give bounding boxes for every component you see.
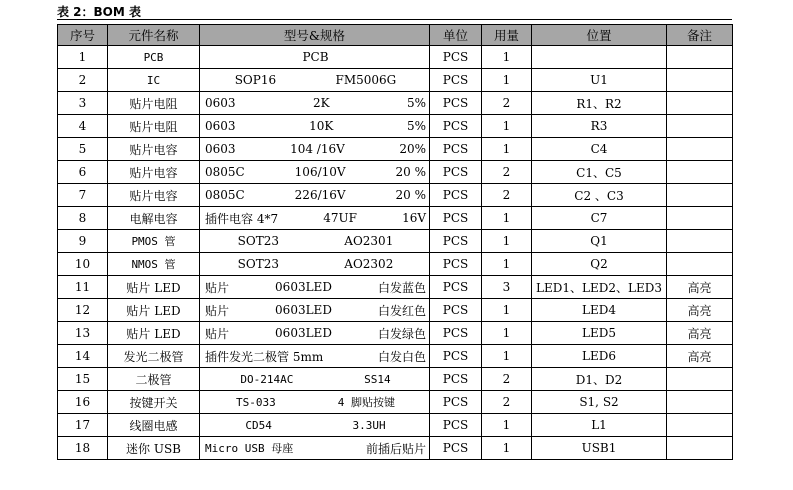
table-row bbox=[58, 368, 733, 391]
spec-part: 20 % bbox=[395, 165, 426, 179]
cell-spec bbox=[200, 184, 430, 207]
spec-part: CD54 bbox=[245, 418, 272, 432]
cell-note bbox=[667, 138, 733, 161]
cell-no: 9 bbox=[58, 230, 108, 253]
table-row bbox=[58, 161, 733, 184]
cell-name: 贴片 LED bbox=[108, 299, 200, 322]
spec-part: DO-214AC bbox=[240, 372, 294, 386]
cell-no: 14 bbox=[58, 345, 108, 368]
table-body bbox=[58, 46, 733, 460]
cell-unit: PCS bbox=[430, 184, 482, 207]
header-no: 序号 bbox=[58, 25, 108, 46]
table-row bbox=[58, 414, 733, 437]
spec-part: TS-033 bbox=[236, 395, 276, 409]
cell-spec bbox=[200, 437, 430, 460]
cell-qty: 2 bbox=[482, 184, 532, 207]
cell-position: R1、R2 bbox=[532, 92, 667, 115]
spec-parts bbox=[202, 325, 429, 342]
spec-part: SOP16 bbox=[234, 73, 277, 87]
cell-position: C2 、C3 bbox=[532, 184, 667, 207]
cell-unit: PCS bbox=[430, 437, 482, 460]
cell-no: 2 bbox=[58, 69, 108, 92]
title-rule bbox=[57, 19, 732, 20]
cell-spec bbox=[200, 391, 430, 414]
cell-qty: 1 bbox=[482, 115, 532, 138]
cell-spec bbox=[200, 207, 430, 230]
cell-spec bbox=[200, 69, 430, 92]
cell-note bbox=[667, 115, 733, 138]
header-row bbox=[58, 25, 733, 46]
spec-part: 5% bbox=[406, 119, 426, 133]
cell-spec bbox=[200, 46, 430, 69]
table-title: 表 2：BOM 表 bbox=[57, 5, 141, 19]
spec-part: AO2301 bbox=[344, 234, 394, 248]
spec-part: 贴片 bbox=[205, 303, 230, 318]
table-row bbox=[58, 345, 733, 368]
cell-name: IC bbox=[108, 69, 200, 92]
cell-note bbox=[667, 46, 733, 69]
cell-spec bbox=[200, 322, 430, 345]
spec-part: 前插后贴片 bbox=[365, 441, 426, 456]
cell-unit: PCS bbox=[430, 69, 482, 92]
spec-part: 白发蓝色 bbox=[377, 280, 426, 295]
spec-parts bbox=[202, 142, 429, 156]
cell-qty: 1 bbox=[482, 322, 532, 345]
table-row bbox=[58, 437, 733, 460]
cell-qty: 1 bbox=[482, 230, 532, 253]
cell-qty: 2 bbox=[482, 161, 532, 184]
spec-part: 0603LED bbox=[275, 326, 332, 340]
cell-unit: PCS bbox=[430, 299, 482, 322]
cell-position: LED1、LED2、LED3 bbox=[532, 276, 667, 299]
cell-note bbox=[667, 207, 733, 230]
cell-note bbox=[667, 368, 733, 391]
cell-name: 贴片 LED bbox=[108, 322, 200, 345]
cell-note bbox=[667, 391, 733, 414]
cell-qty: 1 bbox=[482, 299, 532, 322]
cell-position: S1, S2 bbox=[532, 391, 667, 414]
cell-unit: PCS bbox=[430, 322, 482, 345]
cell-unit: PCS bbox=[430, 230, 482, 253]
spec-part: 白发红色 bbox=[377, 303, 426, 318]
cell-position: R3 bbox=[532, 115, 667, 138]
cell-name: 线圈电感 bbox=[108, 414, 200, 437]
cell-no: 5 bbox=[58, 138, 108, 161]
spec-part: 0805C bbox=[205, 165, 245, 179]
cell-position: USB1 bbox=[532, 437, 667, 460]
spec-part: 白发绿色 bbox=[377, 326, 426, 341]
spec-part: 3.3UH bbox=[352, 418, 386, 432]
cell-qty: 2 bbox=[482, 92, 532, 115]
cell-note: 高亮 bbox=[667, 322, 733, 345]
cell-qty: 1 bbox=[482, 207, 532, 230]
cell-qty: 1 bbox=[482, 46, 532, 69]
table-row bbox=[58, 230, 733, 253]
cell-spec bbox=[200, 276, 430, 299]
spec-part: SOT23 bbox=[237, 257, 279, 271]
cell-spec bbox=[200, 414, 430, 437]
cell-note bbox=[667, 230, 733, 253]
cell-qty: 1 bbox=[482, 69, 532, 92]
spec-parts bbox=[202, 440, 429, 457]
spec-part: 20% bbox=[399, 142, 426, 156]
cell-no: 16 bbox=[58, 391, 108, 414]
spec-part: 0603 bbox=[205, 142, 236, 156]
cell-note: 高亮 bbox=[667, 276, 733, 299]
spec-part: 5% bbox=[406, 96, 426, 110]
spec-parts bbox=[202, 188, 429, 202]
spec-parts bbox=[202, 165, 429, 179]
spec-part: 0603LED bbox=[275, 280, 332, 294]
spec-part: 104 /16V bbox=[290, 142, 345, 156]
cell-qty: 2 bbox=[482, 368, 532, 391]
header-name: 元件名称 bbox=[108, 25, 200, 46]
cell-position: U1 bbox=[532, 69, 667, 92]
cell-name: 电解电容 bbox=[108, 207, 200, 230]
cell-unit: PCS bbox=[430, 207, 482, 230]
header-unit: 单位 bbox=[430, 25, 482, 46]
spec-part: 贴片 bbox=[205, 280, 230, 295]
cell-no: 7 bbox=[58, 184, 108, 207]
spec-part: 20 % bbox=[395, 188, 426, 202]
cell-name: 贴片 LED bbox=[108, 276, 200, 299]
table-row bbox=[58, 184, 733, 207]
spec-part: 白发白色 bbox=[377, 349, 426, 364]
cell-unit: PCS bbox=[430, 92, 482, 115]
cell-no: 4 bbox=[58, 115, 108, 138]
spec-part: 插件发光二极管 5mm bbox=[205, 349, 324, 364]
cell-position: Q1 bbox=[532, 230, 667, 253]
cell-spec bbox=[200, 230, 430, 253]
cell-unit: PCS bbox=[430, 46, 482, 69]
spec-part: 2K bbox=[312, 96, 330, 110]
cell-unit: PCS bbox=[430, 115, 482, 138]
cell-no: 11 bbox=[58, 276, 108, 299]
spec-part: 106/10V bbox=[294, 165, 346, 179]
cell-name: 贴片电阻 bbox=[108, 92, 200, 115]
cell-name: NMOS 管 bbox=[108, 253, 200, 276]
table-row bbox=[58, 46, 733, 69]
spec-part: 10K bbox=[309, 119, 334, 133]
cell-name: 贴片电容 bbox=[108, 138, 200, 161]
header-note: 备注 bbox=[667, 25, 733, 46]
header-qty: 用量 bbox=[482, 25, 532, 46]
cell-note bbox=[667, 92, 733, 115]
cell-unit: PCS bbox=[430, 368, 482, 391]
cell-unit: PCS bbox=[430, 345, 482, 368]
spec-part: 47UF bbox=[323, 211, 357, 225]
cell-qty: 1 bbox=[482, 345, 532, 368]
cell-name: PCB bbox=[108, 46, 200, 69]
cell-spec bbox=[200, 253, 430, 276]
cell-name: 按键开关 bbox=[108, 391, 200, 414]
spec-part: 0805C bbox=[205, 188, 245, 202]
cell-qty: 1 bbox=[482, 437, 532, 460]
cell-spec bbox=[200, 138, 430, 161]
cell-position: Q2 bbox=[532, 253, 667, 276]
cell-spec bbox=[200, 161, 430, 184]
spec-parts bbox=[202, 73, 429, 87]
cell-spec bbox=[200, 115, 430, 138]
cell-unit: PCS bbox=[430, 161, 482, 184]
cell-unit: PCS bbox=[430, 391, 482, 414]
cell-name: PMOS 管 bbox=[108, 230, 200, 253]
cell-no: 15 bbox=[58, 368, 108, 391]
cell-name: 贴片电阻 bbox=[108, 115, 200, 138]
cell-note: 高亮 bbox=[667, 299, 733, 322]
cell-position: C1、C5 bbox=[532, 161, 667, 184]
cell-position: L1 bbox=[532, 414, 667, 437]
spec-parts bbox=[202, 50, 429, 64]
spec-part: AO2302 bbox=[344, 257, 394, 271]
cell-no: 13 bbox=[58, 322, 108, 345]
spec-parts bbox=[202, 394, 429, 410]
table-row bbox=[58, 322, 733, 345]
cell-qty: 1 bbox=[482, 138, 532, 161]
spec-parts bbox=[202, 348, 429, 365]
cell-unit: PCS bbox=[430, 138, 482, 161]
cell-position: LED5 bbox=[532, 322, 667, 345]
spec-part: 16V bbox=[402, 211, 426, 225]
spec-part: 0603 bbox=[205, 96, 236, 110]
cell-note bbox=[667, 69, 733, 92]
cell-unit: PCS bbox=[430, 414, 482, 437]
cell-name: 二极管 bbox=[108, 368, 200, 391]
spec-part: 0603LED bbox=[275, 303, 332, 317]
table-row bbox=[58, 115, 733, 138]
cell-note bbox=[667, 437, 733, 460]
spec-part: SS14 bbox=[364, 372, 391, 386]
cell-name: 迷你 USB bbox=[108, 437, 200, 460]
cell-no: 8 bbox=[58, 207, 108, 230]
spec-part: 插件电容 4*7 bbox=[205, 211, 279, 226]
cell-note bbox=[667, 253, 733, 276]
spec-parts bbox=[202, 279, 429, 296]
spec-part: 4 脚贴按键 bbox=[337, 396, 395, 409]
cell-note: 高亮 bbox=[667, 345, 733, 368]
cell-unit: PCS bbox=[430, 276, 482, 299]
cell-no: 10 bbox=[58, 253, 108, 276]
bom-table bbox=[57, 24, 733, 460]
cell-name: 贴片电容 bbox=[108, 184, 200, 207]
table-row bbox=[58, 138, 733, 161]
cell-spec bbox=[200, 368, 430, 391]
cell-note bbox=[667, 184, 733, 207]
cell-no: 6 bbox=[58, 161, 108, 184]
cell-no: 12 bbox=[58, 299, 108, 322]
header-spec: 型号&规格 bbox=[200, 25, 430, 46]
cell-name: 贴片电容 bbox=[108, 161, 200, 184]
cell-note bbox=[667, 414, 733, 437]
cell-position bbox=[532, 46, 667, 69]
spec-part: FM5006G bbox=[335, 73, 397, 87]
table-row bbox=[58, 253, 733, 276]
spec-part: 贴片 bbox=[205, 326, 230, 341]
cell-position: LED6 bbox=[532, 345, 667, 368]
cell-position: D1、D2 bbox=[532, 368, 667, 391]
cell-name: 发光二极管 bbox=[108, 345, 200, 368]
spec-parts bbox=[202, 234, 429, 248]
cell-no: 1 bbox=[58, 46, 108, 69]
spec-parts bbox=[202, 302, 429, 319]
spec-part: 0603 bbox=[205, 119, 236, 133]
table-row bbox=[58, 207, 733, 230]
spec-part: Micro USB 母座 bbox=[205, 442, 294, 455]
spec-part: 226/16V bbox=[294, 188, 346, 202]
table-row bbox=[58, 69, 733, 92]
spec-part: PCB bbox=[302, 50, 329, 64]
cell-no: 17 bbox=[58, 414, 108, 437]
cell-qty: 3 bbox=[482, 276, 532, 299]
spec-part: SOT23 bbox=[237, 234, 279, 248]
cell-unit: PCS bbox=[430, 253, 482, 276]
spec-parts bbox=[202, 257, 429, 271]
cell-spec bbox=[200, 92, 430, 115]
table-row bbox=[58, 276, 733, 299]
table-row bbox=[58, 391, 733, 414]
cell-spec bbox=[200, 345, 430, 368]
spec-parts bbox=[202, 419, 429, 432]
cell-position: C4 bbox=[532, 138, 667, 161]
spec-parts bbox=[202, 119, 429, 133]
header-position: 位置 bbox=[532, 25, 667, 46]
table-row bbox=[58, 299, 733, 322]
cell-note bbox=[667, 161, 733, 184]
cell-qty: 1 bbox=[482, 253, 532, 276]
cell-no: 18 bbox=[58, 437, 108, 460]
spec-parts bbox=[202, 373, 429, 386]
spec-parts bbox=[202, 210, 429, 227]
cell-spec bbox=[200, 299, 430, 322]
table-row bbox=[58, 92, 733, 115]
spec-parts bbox=[202, 96, 429, 110]
cell-position: C7 bbox=[532, 207, 667, 230]
cell-qty: 2 bbox=[482, 391, 532, 414]
cell-qty: 1 bbox=[482, 414, 532, 437]
cell-position: LED4 bbox=[532, 299, 667, 322]
cell-no: 3 bbox=[58, 92, 108, 115]
